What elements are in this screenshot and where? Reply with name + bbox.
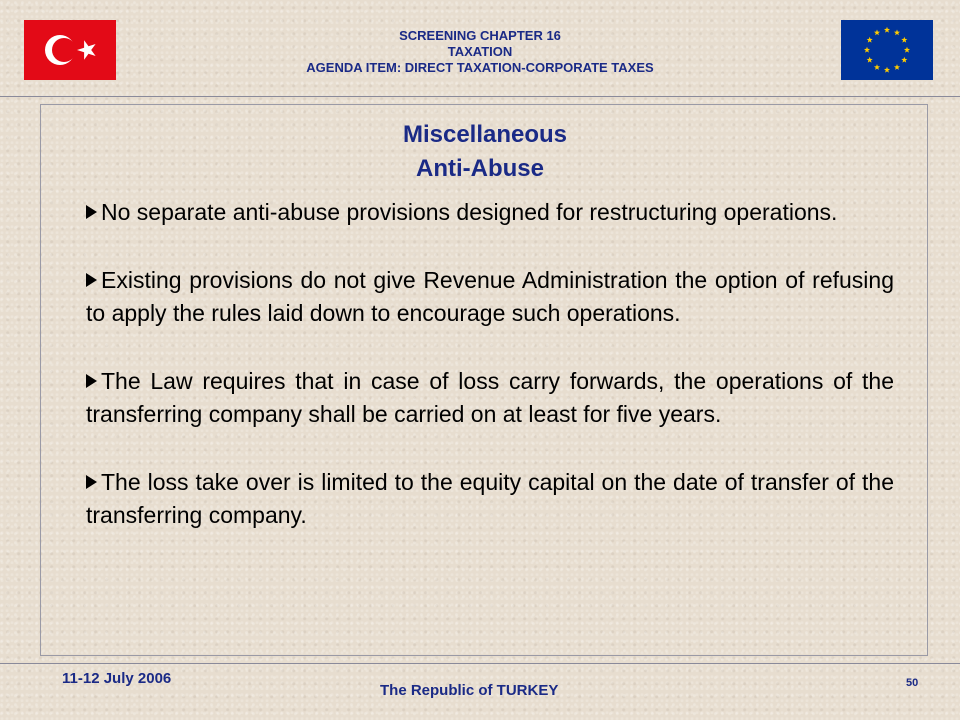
slide-title: Miscellaneous [402,121,568,148]
arrow-bullet-icon [86,475,97,489]
bullet-item: No separate anti-abuse provisions designed for restructuring operations. [86,196,894,229]
footer-date: 11-12 July 2006 [62,670,172,687]
header-chapter: SCREENING CHAPTER 16 [399,28,561,43]
eu-star-icon [884,67,890,73]
eu-star-icon [884,27,890,33]
footer-divider [0,663,960,664]
eu-star-icon [867,37,873,43]
header-agenda-item: AGENDA ITEM: DIRECT TAXATION-CORPORATE TAXES [306,60,654,75]
arrow-bullet-icon [86,374,97,388]
eu-star-icon [901,57,907,63]
turkey-flag-icon [24,20,116,80]
bullet-item: Existing provisions do not give Revenue Administration the option of refusing to apply the rules laid down to encourage such operations. [86,267,894,326]
slide-header [170,28,790,76]
bullet-item: The Law requires that in case of loss carry forwards, the operations of the transferring company shall be carried on at least for five years. [86,368,894,427]
eu-star-icon [894,29,900,35]
eu-star-icon [904,47,910,53]
bullet-item: The loss take over is limited to the equity capital on the date of transfer of the transferring company. [86,469,894,528]
bullet-list [86,196,894,532]
eu-flag-icon [841,20,933,80]
page-number: 50 [906,677,919,689]
eu-star-icon [901,37,907,43]
slide-subtitle: Anti-Abuse [416,155,544,182]
footer-country: The Republic of TURKEY [380,682,559,699]
eu-star-icon [867,57,873,63]
header-topic: TAXATION [447,44,513,59]
arrow-bullet-icon [86,273,97,287]
arrow-bullet-icon [86,205,97,219]
eu-star-icon [874,64,880,70]
eu-star-icon [894,64,900,70]
eu-star-icon [864,47,870,53]
header-divider [0,96,960,97]
eu-star-icon [874,29,880,35]
